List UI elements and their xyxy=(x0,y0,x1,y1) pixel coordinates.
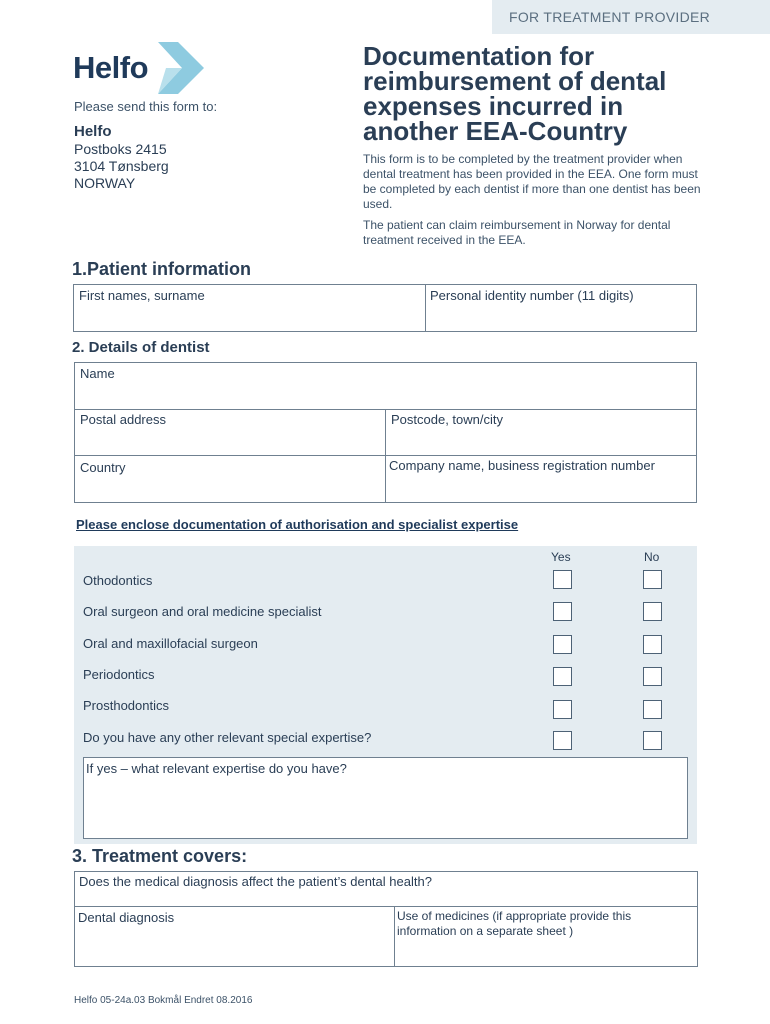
yes-checkbox[interactable] xyxy=(553,570,572,589)
intro-text xyxy=(363,152,703,254)
expertise-row-label: Prosthodontics xyxy=(83,698,169,713)
personal-id-label: Personal identity number (11 digits) xyxy=(430,288,634,303)
expertise-row-label: Do you have any other relevant special expertise? xyxy=(83,730,372,745)
no-checkbox[interactable] xyxy=(643,602,662,621)
address-line: 3104 Tønsberg xyxy=(74,158,169,174)
dental-diagnosis-label: Dental diagnosis xyxy=(78,910,175,925)
no-checkbox[interactable] xyxy=(643,700,662,719)
yes-column-header: Yes xyxy=(551,550,571,564)
section-2-heading: 2. Details of dentist xyxy=(72,339,210,356)
page-title: Documentation for reimbursement of dental expenses incurred in another EEA-Country xyxy=(363,41,667,146)
patient-name-label: First names, surname xyxy=(79,288,205,303)
intro-paragraph: This form is to be completed by the treatment provider when dental treatment has been provided in the EEA. One form must be completed by each dentist if more than one dentist has been used. xyxy=(363,152,701,211)
yes-checkbox[interactable] xyxy=(553,700,572,719)
yes-checkbox[interactable] xyxy=(553,731,572,750)
section-3-heading: 3. Treatment covers: xyxy=(72,846,248,866)
expertise-row-label: Oral and maxillofacial surgeon xyxy=(83,636,258,651)
country-label: Country xyxy=(80,460,126,475)
personal-id-field[interactable] xyxy=(426,284,697,332)
postcode-label: Postcode, town/city xyxy=(391,412,503,427)
address-line: Postboks 2415 xyxy=(74,141,167,157)
section-1-heading: 1.Patient information xyxy=(72,259,252,279)
expertise-row-label: Periodontics xyxy=(83,667,155,682)
helfo-logo-text: Helfo xyxy=(73,50,148,85)
form-footer: Helfo 05-24a.03 Bokmål Endret 08.2016 xyxy=(74,995,253,1006)
no-checkbox[interactable] xyxy=(643,635,662,654)
no-checkbox[interactable] xyxy=(643,731,662,750)
other-expertise-label: If yes – what relevant expertise do you have? xyxy=(86,761,347,776)
send-to-label: Please send this form to: xyxy=(74,99,218,114)
address-line: NORWAY xyxy=(74,175,136,191)
dentist-name-field[interactable] xyxy=(74,362,697,410)
yes-checkbox[interactable] xyxy=(553,635,572,654)
expertise-row-label: Oral surgeon and oral medicine specialist xyxy=(83,604,322,619)
treatment-provider-tag: FOR TREATMENT PROVIDER xyxy=(492,0,770,34)
intro-paragraph: The patient can claim reimbursement in Norway for dental treatment received in the EEA. xyxy=(363,218,671,247)
mailing-address xyxy=(74,123,169,192)
enclose-documentation-note: Please enclose documentation of authorisation and specialist expertise xyxy=(76,517,519,532)
no-checkbox[interactable] xyxy=(643,667,662,686)
dentist-name-label: Name xyxy=(80,366,115,381)
company-label: Company name, business registration number xyxy=(389,458,655,473)
diagnosis-question-label: Does the medical diagnosis affect the patient’s dental health? xyxy=(79,874,432,889)
expertise-row-label: Othodontics xyxy=(83,573,153,588)
helfo-chevron-icon xyxy=(158,42,204,94)
no-column-header: No xyxy=(644,550,660,564)
yes-checkbox[interactable] xyxy=(553,667,572,686)
medicines-label: Use of medicines (if appropriate provide this information on a separate sheet ) xyxy=(397,909,632,938)
postal-address-label: Postal address xyxy=(80,412,166,427)
no-checkbox[interactable] xyxy=(643,570,662,589)
yes-checkbox[interactable] xyxy=(553,602,572,621)
address-line: Helfo xyxy=(74,123,112,140)
